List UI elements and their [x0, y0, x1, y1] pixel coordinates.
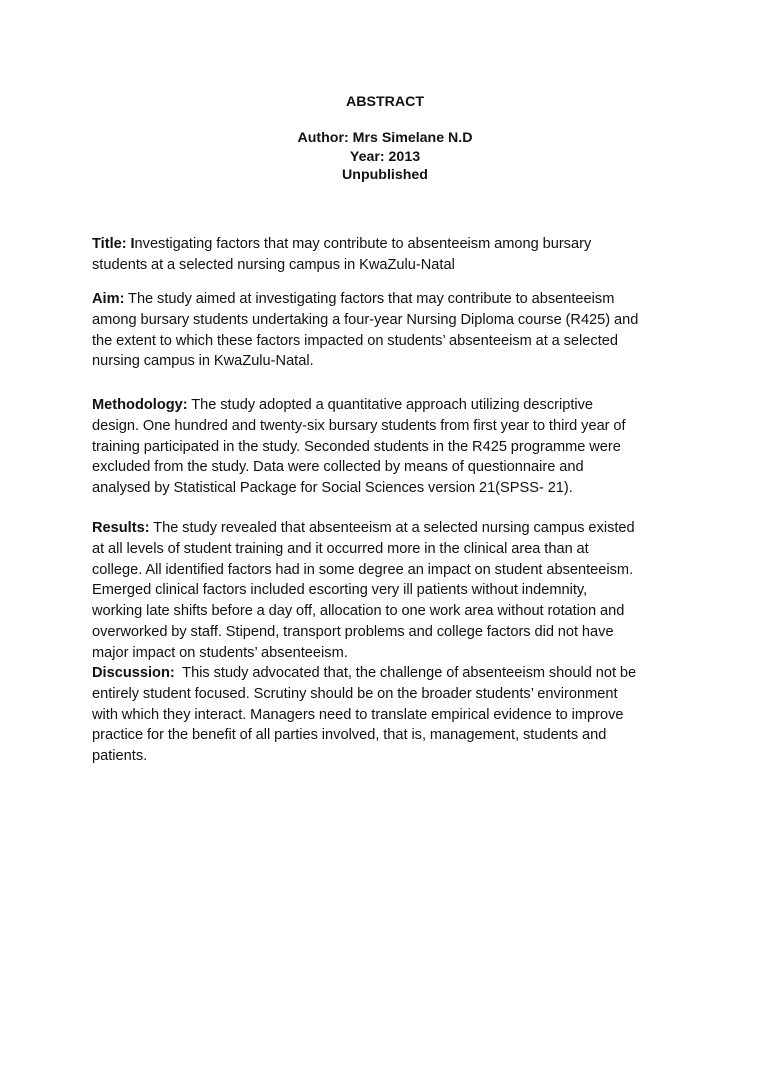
section-line: practice for the benefit of all parties involved, that is, management, students and	[92, 727, 607, 744]
section-line: entirely student focused. Scrutiny should be on the broader students’ environment	[92, 685, 618, 702]
section-title	[92, 234, 692, 276]
section-text: nvestigating factors that may contribute to absenteeism among bursary	[134, 236, 592, 252]
section-line	[92, 518, 692, 539]
section-label: Title:	[92, 236, 127, 252]
section-line: major impact on students’ absenteeism.	[92, 644, 348, 661]
abstract-heading	[1, 93, 768, 112]
section-label: Results:	[92, 520, 150, 536]
document-meta	[1, 129, 768, 185]
section-line: at all levels of student training and it occurred more in the clinical area than at	[92, 540, 589, 557]
section-text: The study revealed that absenteeism at a selected nursing campus existed	[149, 520, 635, 536]
section-line: overworked by staff. Stipend, transport problems and college factors did not have	[92, 623, 614, 640]
section-text: The study adopted a quantitative approach utilizing descriptive	[187, 397, 594, 413]
section-line: among bursary students undertaking a four-year Nursing Diploma course (R425) and	[92, 311, 639, 328]
section-line: analysed by Statistical Package for Social Sciences version 21(SPSS- 21).	[92, 480, 573, 497]
section-text: This study advocated that, the challenge of absenteeism should not be	[174, 665, 637, 681]
year-line: Year: 2013	[349, 148, 421, 165]
section-label: Discussion:	[92, 665, 175, 681]
section-line: design. One hundred and twenty-six bursary students from first year to third year of	[92, 417, 626, 434]
section-line: the extent to which these factors impacted on students’ absenteeism at a selected	[92, 332, 618, 349]
publication-status: Unpublished	[342, 167, 428, 183]
section-line: patients.	[92, 748, 148, 765]
section-line: students at a selected nursing campus in KwaZulu-Natal	[92, 256, 455, 273]
section-line	[92, 234, 692, 255]
section-line: nursing campus in KwaZulu-Natal.	[92, 353, 314, 370]
section-line: college. All identified factors had in some degree an impact on student absenteeism.	[92, 561, 634, 578]
section-line	[92, 663, 692, 684]
section-line: excluded from the study. Data were collected by means of questionnaire and	[92, 459, 584, 476]
section-line	[92, 289, 692, 310]
section-line: with which they interact. Managers need to translate empirical evidence to improve	[92, 706, 624, 723]
heading-text: ABSTRACT	[345, 94, 425, 110]
section-aim	[92, 289, 692, 372]
section-line: Emerged clinical factors included escorting very ill patients without indemnity,	[92, 582, 588, 599]
section-line: working late shifts before a day off, allocation to one work area without rotation and	[92, 603, 625, 620]
section-text: The study aimed at investigating factors that may contribute to absenteeism	[124, 291, 615, 307]
section-label: Methodology:	[92, 397, 188, 413]
author-line: Author: Mrs Simelane N.D	[297, 130, 473, 146]
section-methodology	[92, 395, 692, 499]
section-label: Aim:	[92, 291, 125, 307]
section-line	[92, 395, 692, 416]
section-line: training participated in the study. Seconded students in the R425 programme were	[92, 438, 621, 455]
section-results	[92, 518, 692, 664]
bold-initial: I	[126, 236, 135, 252]
section-discussion	[92, 663, 692, 767]
